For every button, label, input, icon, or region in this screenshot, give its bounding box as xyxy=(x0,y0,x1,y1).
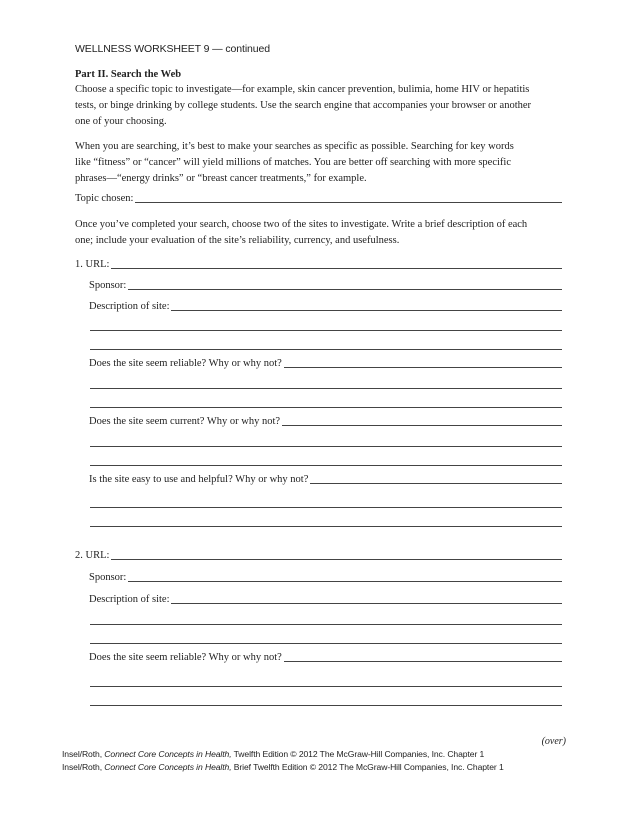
intro-paragraph xyxy=(75,82,567,130)
intro-line: Choose a specific topic to investigate—for example, skin cancer prevention, bulimia, home HIV or hepatitis xyxy=(75,84,530,95)
footer2-edition: Brief Twelfth Edition © 2012 The McGraw-Hill Companies, Inc. Chapter 1 xyxy=(231,762,504,772)
site1-reliable-line[interactable] xyxy=(90,388,562,389)
topic-field[interactable] xyxy=(135,202,562,203)
site2-reliable-field[interactable] xyxy=(284,661,562,662)
site1-url-row xyxy=(75,258,562,271)
site1-url-field[interactable] xyxy=(111,268,562,269)
footer1-book-title: Connect Core Concepts in Health, xyxy=(104,749,232,759)
site2-description-row xyxy=(89,593,562,606)
tip-line: When you are searching, it’s best to make your searches as specific as possible. Searching for key words xyxy=(75,141,514,152)
site1-description-row xyxy=(89,300,562,313)
site2-description-field[interactable] xyxy=(171,603,562,604)
site2-url-label: 2. URL: xyxy=(75,550,110,561)
site1-reliable-line[interactable] xyxy=(90,407,562,408)
site1-easy-label: Is the site easy to use and helpful? Why or why not? xyxy=(89,474,309,485)
site1-easy-field[interactable] xyxy=(310,483,562,484)
site2-reliable-label: Does the site seem reliable? Why or why not? xyxy=(89,652,282,663)
site2-sponsor-field[interactable] xyxy=(128,581,562,582)
site1-current-row xyxy=(89,415,562,428)
footer-line-2 xyxy=(62,762,504,772)
part-title: Part II. Search the Web xyxy=(75,69,182,80)
over-label: (over) xyxy=(541,736,566,747)
site1-reliable-row xyxy=(89,357,562,370)
site2-description-line[interactable] xyxy=(90,643,562,644)
footer-line-1 xyxy=(62,749,484,759)
footer1-edition: Twelfth Edition © 2012 The McGraw-Hill Companies, Inc. Chapter 1 xyxy=(231,749,485,759)
intro-line: one of your choosing. xyxy=(75,116,167,127)
site1-sponsor-label: Sponsor: xyxy=(89,280,127,291)
footer2-book-title: Connect Core Concepts in Health, xyxy=(104,762,232,772)
site1-sponsor-row xyxy=(89,279,562,292)
site1-current-line[interactable] xyxy=(90,446,562,447)
instruction-line: one; include your evaluation of the site’s reliability, currency, and usefulness. xyxy=(75,235,400,246)
site2-reliable-row xyxy=(89,651,562,664)
site1-easy-line[interactable] xyxy=(90,526,562,527)
site2-sponsor-label: Sponsor: xyxy=(89,572,127,583)
tip-line: like “fitness” or “cancer” will yield millions of matches. You are better off searching with more specific xyxy=(75,157,511,168)
tip-paragraph xyxy=(75,139,567,187)
instruction-paragraph xyxy=(75,217,567,249)
site1-description-field[interactable] xyxy=(171,310,562,311)
site1-url-label: 1. URL: xyxy=(75,259,110,270)
site2-description-label: Description of site: xyxy=(89,594,170,605)
site1-sponsor-field[interactable] xyxy=(128,289,562,290)
footer2-authors: Insel/Roth, xyxy=(62,762,105,772)
worksheet-header: WELLNESS WORKSHEET 9 — continued xyxy=(75,43,271,55)
site1-description-line[interactable] xyxy=(90,349,562,350)
site2-url-row xyxy=(75,549,562,562)
site1-current-field[interactable] xyxy=(282,425,562,426)
site2-sponsor-row xyxy=(89,571,562,584)
topic-label: Topic chosen: xyxy=(75,193,134,204)
footer1-authors: Insel/Roth, xyxy=(62,749,105,759)
site1-current-label: Does the site seem current? Why or why not? xyxy=(89,416,281,427)
topic-row xyxy=(75,192,562,205)
site1-description-line[interactable] xyxy=(90,330,562,331)
site1-reliable-label: Does the site seem reliable? Why or why not? xyxy=(89,358,282,369)
site2-reliable-line[interactable] xyxy=(90,686,562,687)
tip-line: phrases—“energy drinks” or “breast cancer treatments,” for example. xyxy=(75,173,367,184)
site1-reliable-field[interactable] xyxy=(284,367,562,368)
site2-reliable-line[interactable] xyxy=(90,705,562,706)
site1-easy-line[interactable] xyxy=(90,507,562,508)
site2-description-line[interactable] xyxy=(90,624,562,625)
intro-line: tests, or binge drinking by college students. Use the search engine that accompanies your browser or another xyxy=(75,100,532,111)
site1-current-line[interactable] xyxy=(90,465,562,466)
site1-description-label: Description of site: xyxy=(89,301,170,312)
site2-url-field[interactable] xyxy=(111,559,562,560)
instruction-line: Once you’ve completed your search, choose two of the sites to investigate. Write a brief description of each xyxy=(75,219,528,230)
site1-easy-row xyxy=(89,473,562,486)
